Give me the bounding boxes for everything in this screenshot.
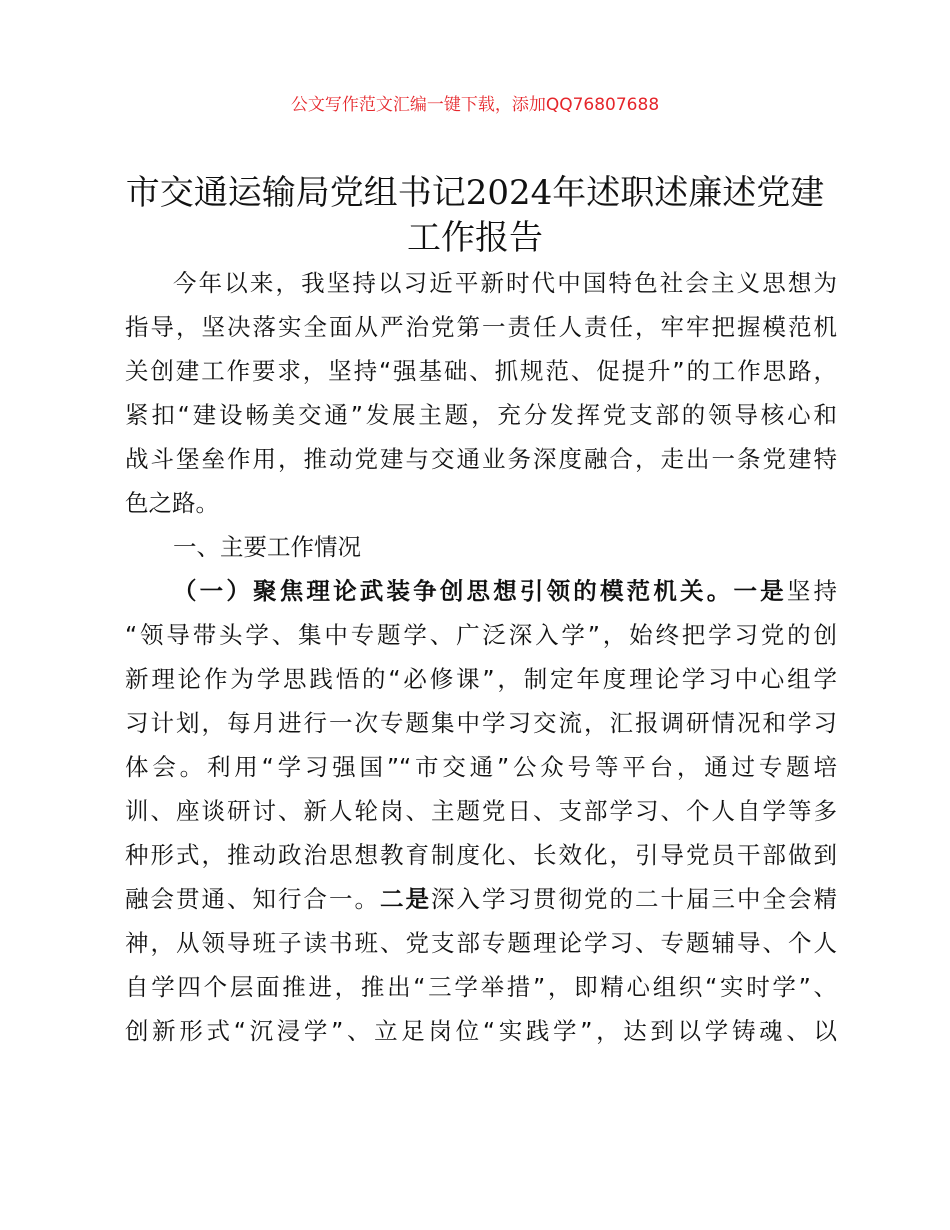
text-segment: 深入学习贯彻党的二十届三中全会精 [431, 885, 837, 913]
document-title-line-1: 市交通运输局党组书记2024年述职述廉述党建 [125, 173, 825, 213]
paragraph-line [173, 572, 837, 606]
download-banner: 公文写作范文汇编一键下载，添加QQ76807688 [290, 95, 660, 115]
point-marker: 一是 [733, 577, 787, 605]
paragraph-line: 今年以来，我坚持以习近平新时代中国特色社会主义思想为 [173, 269, 837, 297]
paragraph-line: 新理论作为学思践悟的“必修课”，制定年度理论学习中心组学 [125, 665, 837, 693]
paragraph-line: 关创建工作要求，坚持“强基础、抓规范、促提升”的工作思路， [125, 357, 837, 385]
paragraph-line: 色之路。 [125, 489, 219, 517]
paragraph-line: 紧扣“建设畅美交通”发展主题，充分发挥党支部的领导核心和 [125, 401, 837, 429]
point-marker: 二是 [380, 885, 431, 913]
paragraph-line [125, 880, 837, 914]
subsection-heading: （一）聚焦理论武装争创思想引领的模范机关。 [173, 577, 734, 605]
paragraph-line: 种形式，推动政治思想教育制度化、长效化，引导党员干部做到 [125, 841, 837, 869]
section-heading: 一、主要工作情况 [173, 533, 361, 561]
paragraph-line: 创新形式“沉浸学”、立足岗位“实践学”，达到以学铸魂、以 [125, 1017, 837, 1045]
paragraph-line: 神，从领导班子读书班、党支部专题理论学习、专题辅导、个人 [125, 929, 837, 957]
document-title-line-2: 工作报告 [407, 218, 543, 258]
text-segment: 坚持 [786, 577, 837, 605]
paragraph-line: 战斗堡垒作用，推动党建与交通业务深度融合，走出一条党建特 [125, 445, 837, 473]
paragraph-line: 自学四个层面推进，推出“三学举措”，即精心组织“实时学”、 [125, 973, 837, 1001]
paragraph-line: 体会。利用“学习强国”“市交通”公众号等平台，通过专题培 [125, 753, 837, 781]
paragraph-line: “领导带头学、集中专题学、广泛深入学”，始终把学习党的创 [125, 621, 837, 649]
paragraph-line: 指导，坚决落实全面从严治党第一责任人责任，牢牢把握模范机 [125, 313, 837, 341]
paragraph-line: 训、座谈研讨、新人轮岗、主题党日、支部学习、个人自学等多 [125, 797, 837, 825]
paragraph-line: 习计划，每月进行一次专题集中学习交流，汇报调研情况和学习 [125, 709, 837, 737]
text-segment: 融会贯通、知行合一。 [125, 885, 380, 913]
